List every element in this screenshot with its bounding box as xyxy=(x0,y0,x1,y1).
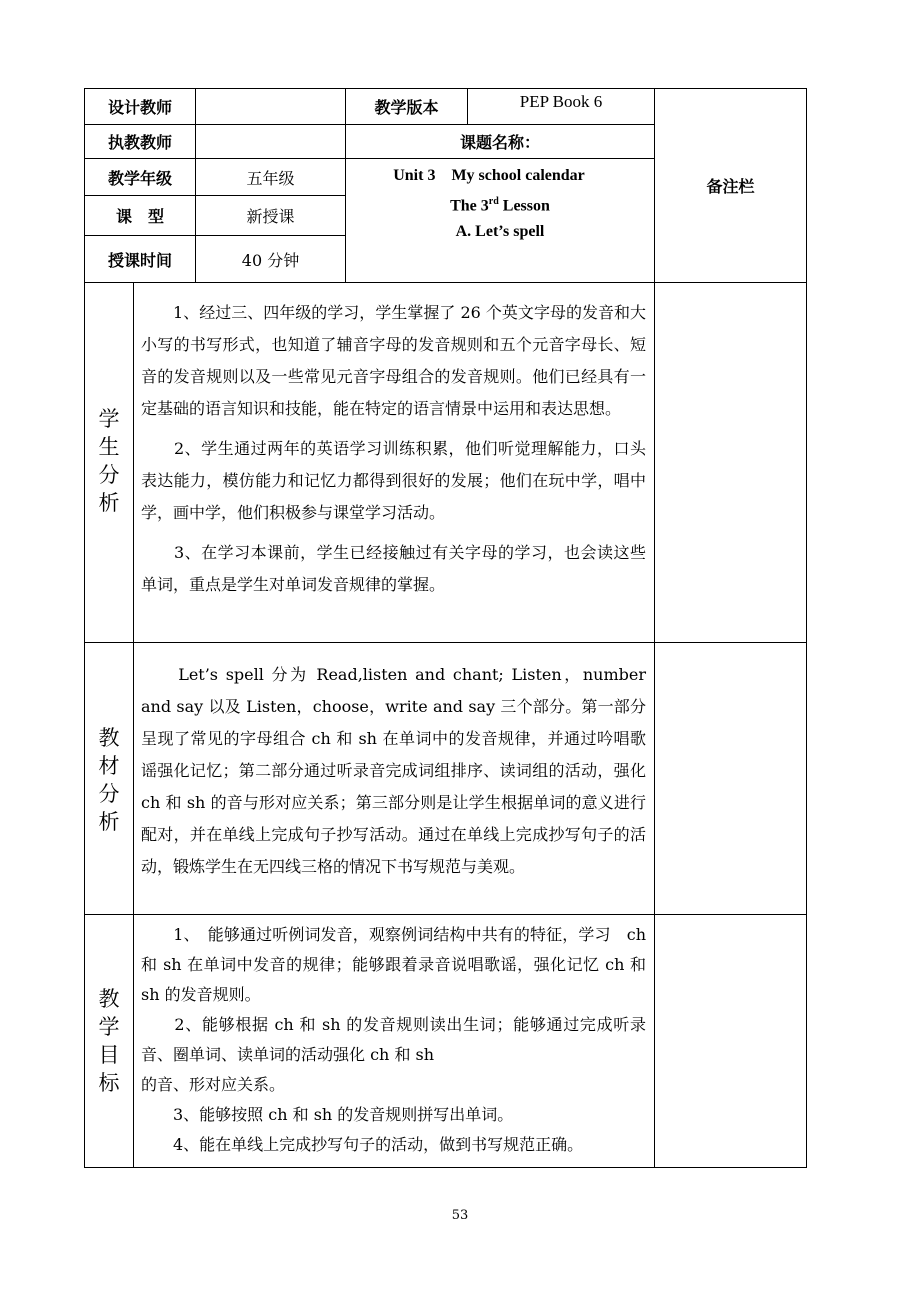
paragraph: 3、在学习本课前，学生已经接触过有关字母的学习，也会读这些单词，重点是学生对单词发音规律的掌握。 xyxy=(141,543,646,594)
grade-value: 五年级 xyxy=(246,168,295,188)
paragraph: 1、 能够通过听例词发音，观察例词结构中共有的特征，学习 ch 和 sh 在单词中发音的规律；能够跟着录音说唱歌谣，强化记忆 ch 和 sh 的发音规则。 xyxy=(141,925,646,1004)
teacher-value xyxy=(196,125,345,158)
label-char: 生 xyxy=(98,435,120,459)
grade-label: 教学年级 xyxy=(107,168,172,188)
type-value: 新授课 xyxy=(246,207,295,226)
lesson-title-number xyxy=(346,189,654,219)
lesson-title-part: A. Let’s spell xyxy=(455,223,545,241)
designer-label: 设计教师 xyxy=(107,98,172,117)
label-char: 教 xyxy=(98,726,120,750)
lesson-title xyxy=(346,163,654,245)
label-char: 材 xyxy=(98,754,120,778)
label-char: 学 xyxy=(98,1015,120,1039)
paragraph: 4、能在单线上完成抄写句子的活动，做到书写规范正确。 xyxy=(141,1135,584,1154)
material-analysis-text xyxy=(141,659,646,883)
paragraph: 2、能够根据 ch 和 sh 的发音规则读出生词；能够通过完成听录音、圈单词、读单词的活动强化 ch 和 sh xyxy=(141,1015,646,1064)
label-char: 析 xyxy=(98,810,120,834)
lesson-title-unit: Unit 3 My school calendar xyxy=(393,167,585,184)
lesson-number-prefix: The 3 xyxy=(450,197,489,215)
student-analysis-text xyxy=(141,297,646,601)
teaching-goals-label xyxy=(86,985,132,1097)
material-analysis-label xyxy=(86,724,132,836)
paragraph: 1、经过三、四年级的学习，学生掌握了 26 个英文字母的发音和大小写的书写形式，也知道了辅音字母的发音规则和五个元音字母长、短音的发音规则以及一些常见元音字母组合的发音规则。他们已经具有一定基础的语言知识和技能，能在特定的语言情景中运用和表达思想。 xyxy=(141,303,646,418)
paragraph: 的音、形对应关系。 xyxy=(141,1075,286,1094)
paragraph: Let’s spell 分为 Read,listen and chant; Listen，number and say 以及 Listen，choose，write and say 三个部分。第一部分呈现了常见的字母组合 ch 和 sh 在单词中的发音规律，并通过吟唱歌谣强化记忆；第二部分通过听录音完成词组排序、读词组的活动，强化 ch 和 sh 的音与形对应关系；第三部分则是让学生根据单词的意义进行配对，并在单线上完成句子抄写活动。通过在单线上完成抄写句子的活动，锻炼学生在无四线三格的情况下书写规范与美观。 xyxy=(141,665,646,876)
teaching-goals-text xyxy=(141,920,646,1160)
label-char: 教 xyxy=(98,987,120,1011)
page-number: 53 xyxy=(451,1208,469,1223)
label-char: 析 xyxy=(98,491,120,515)
student-analysis-label xyxy=(86,405,132,517)
paragraph: 3、能够按照 ch 和 sh 的发音规则拼写出单词。 xyxy=(141,1105,514,1124)
teacher-label: 执教教师 xyxy=(107,133,172,152)
lesson-number-suffix: Lesson xyxy=(498,197,550,215)
paragraph: 2、学生通过两年的英语学习训练积累，他们听觉理解能力，口头表达能力，模仿能力和记忆力都得到很好的发展；他们在玩中学，唱中学，画中学，他们积极参与课堂学习活动。 xyxy=(141,439,646,522)
edition-label: 教学版本 xyxy=(374,98,439,117)
label-char: 分 xyxy=(98,463,120,487)
notes-column-label: 备注栏 xyxy=(706,177,755,196)
edition-value: PEP Book 6 xyxy=(519,92,603,111)
label-char: 学 xyxy=(98,407,120,431)
type-label: 课 型 xyxy=(115,207,164,226)
designer-value xyxy=(196,89,345,124)
lesson-number-ordinal: rd xyxy=(488,196,499,207)
topic-label: 课题名称： xyxy=(459,133,540,152)
label-char: 目 xyxy=(98,1043,120,1067)
label-char: 分 xyxy=(98,782,120,806)
time-value: 40 分钟 xyxy=(241,250,300,270)
label-char: 标 xyxy=(98,1071,120,1095)
time-label: 授课时间 xyxy=(107,250,172,270)
